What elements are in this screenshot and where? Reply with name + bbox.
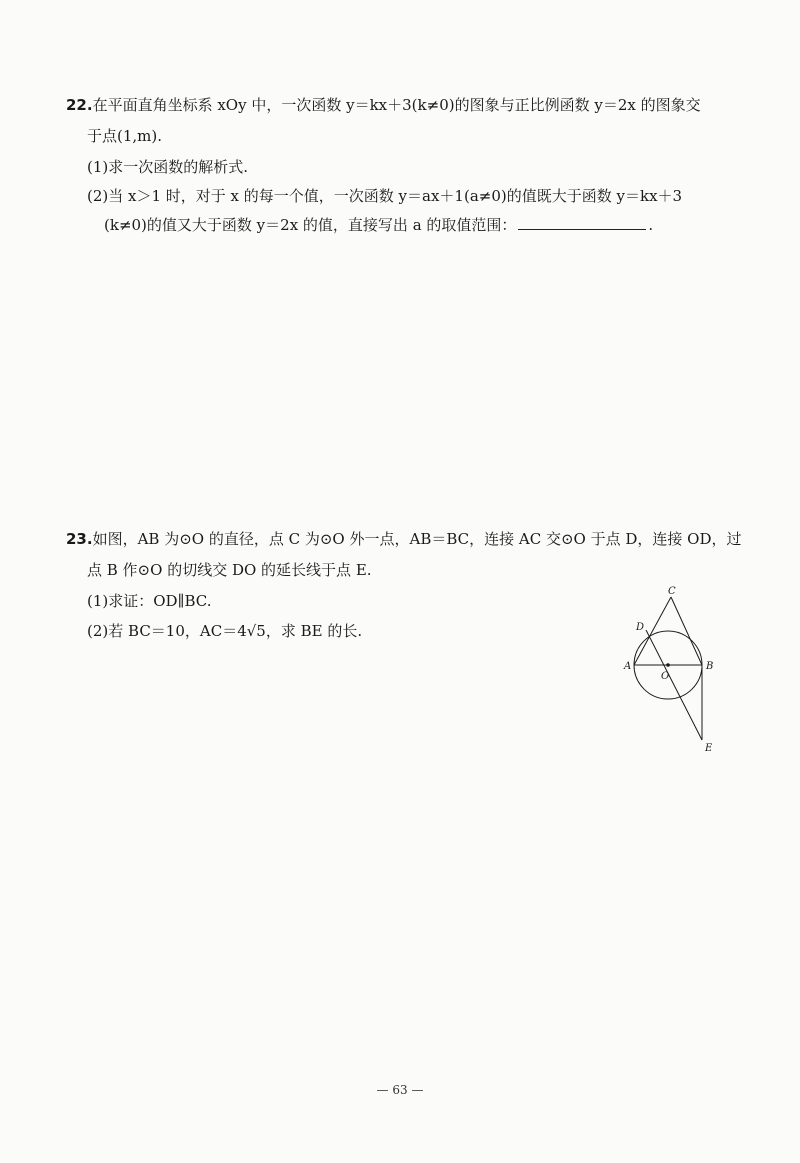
q22-part2-line2 — [104, 215, 653, 235]
geometry-figure — [616, 585, 736, 760]
q22-part1: (1)求一次函数的解析式. — [87, 158, 249, 176]
label-b: B — [706, 661, 714, 672]
q22-part2-text: (k≠0)的值又大于函数 y＝2x 的值，直接写出 a 的取值范围： — [104, 216, 517, 234]
q22-line1 — [66, 95, 701, 115]
label-a: A — [624, 661, 632, 672]
center-point-o — [666, 663, 670, 667]
label-e: E — [705, 743, 713, 754]
q23-number: 23. — [66, 530, 93, 548]
q22-part2-end: . — [648, 216, 654, 234]
q22-number: 22. — [66, 96, 93, 114]
q22-part2-line1: (2)当 x＞1 时，对于 x 的每一个值，一次函数 y＝ax＋1(a≠0)的值既大于函数 y＝kx＋3 — [87, 187, 683, 205]
label-c: C — [668, 586, 676, 597]
q23-line1 — [66, 529, 742, 549]
answer-blank — [518, 215, 646, 230]
page-number: — 63 — — [376, 1083, 424, 1097]
q23-stem-line2: 点 B 作⊙O 的切线交 DO 的延长线于点 E. — [87, 561, 372, 579]
segment-bc — [671, 597, 702, 665]
q23-part2: (2)若 BC＝10，AC＝4√5，求 BE 的长. — [87, 622, 363, 640]
label-o: O — [661, 671, 670, 682]
q23-part1: (1)求证：OD∥BC. — [87, 592, 212, 610]
q22-stem-line2: 于点(1,m). — [87, 127, 163, 145]
q23-stem-line1: 如图，AB 为⊙O 的直径，点 C 为⊙O 外一点，AB＝BC，连接 AC 交⊙O 于点 D，连接 OD，过 — [92, 530, 742, 548]
label-d: D — [636, 622, 645, 633]
q22-stem-line1: 在平面直角坐标系 xOy 中，一次函数 y＝kx＋3(k≠0)的图象与正比例函数 y＝2x 的图象交 — [92, 96, 701, 114]
